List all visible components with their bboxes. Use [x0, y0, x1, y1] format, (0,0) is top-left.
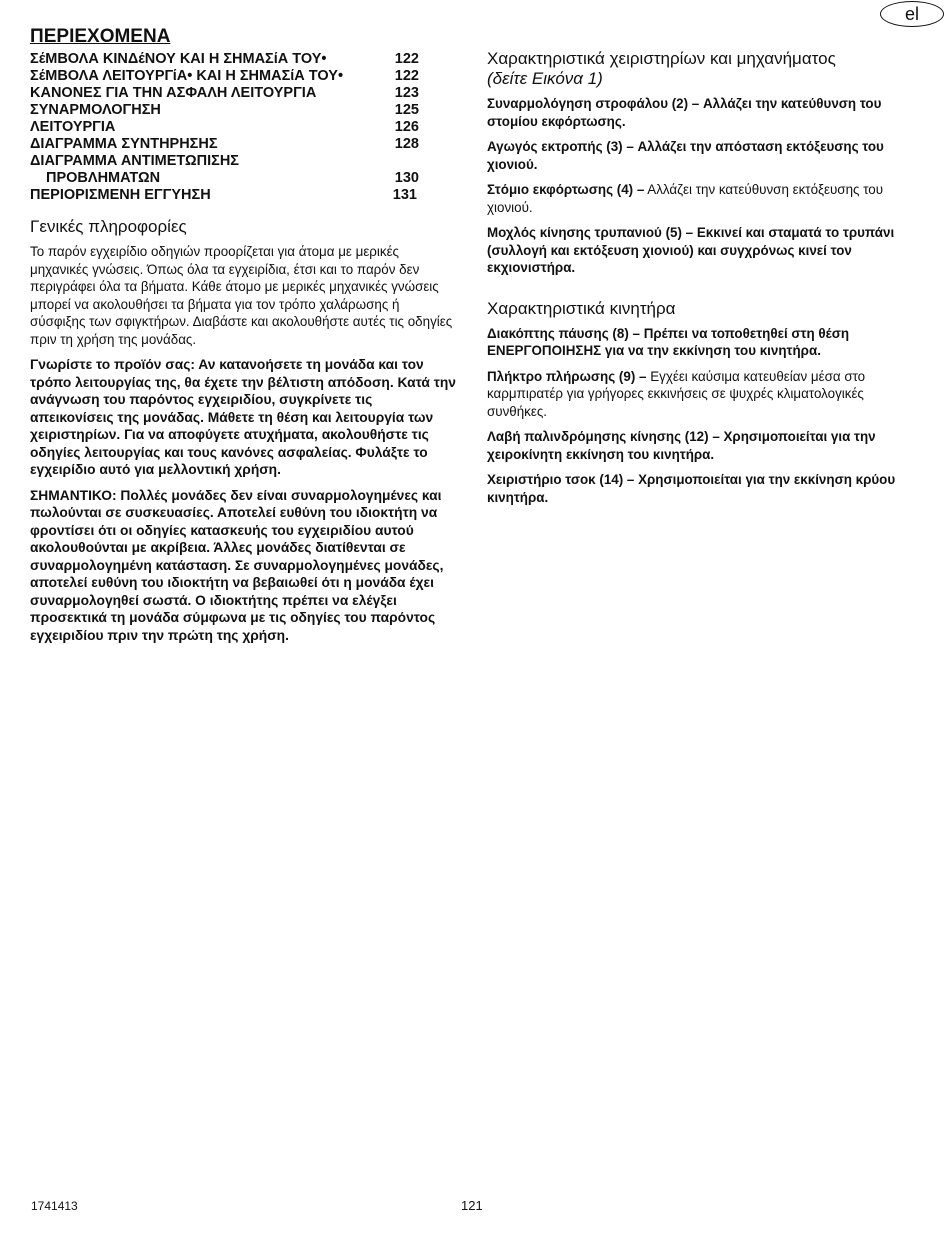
toc-item[interactable]	[30, 136, 419, 153]
toc-item[interactable]	[30, 119, 419, 136]
toc-item[interactable]	[30, 85, 419, 102]
controls-heading: Χαρακτηριστικά χειριστηρίων και μηχανήματος	[487, 49, 836, 68]
feature-term: Αγωγός εκτροπής (3) –	[487, 139, 634, 154]
feature-description: Χρησιμοποιείται για την εκκίνηση κρύου κινητήρα.	[487, 472, 896, 505]
feature-description: Αλλάζει την απόσταση εκτόξευσης του χιονιού.	[487, 139, 884, 172]
feature-item	[487, 224, 927, 277]
toc-item-label: ΔΙΑΓΡΑΜΜΑ ΑΝΤΙΜΕΤΩΠΙΣΗΣ	[30, 153, 239, 169]
toc-item[interactable]	[30, 187, 419, 204]
feature-term: Διακόπτης πάυσης (8) –	[487, 325, 640, 341]
toc-item[interactable]	[30, 153, 458, 187]
toc-item[interactable]	[30, 51, 419, 68]
right-column	[487, 49, 927, 506]
know-product-paragraph: Γνωρίστε το προϊόν σας: Αν κατανοήσετε τη μονάδα και τον τρόπο λειτουργίας της, θα έχετε την βέλτιστη απόδοση. Κατά την ανάγνωση του παρόντος εγχειριδίου, συγκρίνετε τις απεικονίσεις της μονάδας. Μάθετε τη θέση και λειτουργία των χειριστηρίων. Για να αποφύγετε ατυχήματα, ακολουθήστε τις οδηγίες λειτουργίας και τους κανόνες ασφαλείας. Φυλάξτε το εγχειρίδιο αυτό για μελλοντική χρήση.	[30, 357, 456, 477]
page-number: 121	[461, 1198, 483, 1213]
toc-item-page: 130	[394, 170, 419, 186]
important-notice-paragraph: ΣΗΜΑΝΤΙΚΟ: Πολλές μονάδες δεν είναι συναρμολογημένες και πωλούνται σε συσκευασίες. Αποτελεί ευθύνη του ιδιοκτήτη να φροντίσει ότι οι οδηγίες κατασκευής του εγχειριδίου αυτού ακολουθούνται με ακρίβεια. Άλλες μονάδες διατίθενται σε συναρμολογημένη κατάσταση. Σε συναρμολογημένες μονάδες, αποτελεί ευθύνη του ιδιοκτήτη να βεβαιωθεί ότι η μονάδα έχει συναρμολογηθεί σωστά. Ο ιδιοκτήτης πρέπει να ελέγξει προσεκτικά τη μονάδα σύμφωνα με τις οδηγίες του παρόντος εγχειριδίου πριν την πρώτη της χρήση.	[30, 487, 444, 643]
general-intro-paragraph: Το παρόν εγχειρίδιο οδηγιών προορίζεται για άτομα με μερικές μηχανικές γνώσεις. Όπως όλα τα εγχειρίδια, έτσι και το παρόν δεν περιγράφει όλα τα βήματα. Κάθε άτομο με μερικές μηχανικές γνώσεις μπορεί να ακολουθήσει τα βήματα για τον τρόπο χαλάρωσης ή σύσφιξης των σφιγκτήρων. Διαβάστε και ακολουθήστε αυτές τις οδηγίες πριν τη χρήση της μονάδας.	[30, 244, 453, 347]
toc-item-page: 126	[394, 119, 419, 135]
toc-item-label: ΔΙΑΓΡΑΜΜΑ ΣΥΝΤΗΡΗΣΗΣ	[30, 136, 218, 152]
toc-item-label: ΚΑΝΟΝΕΣ ΓΙΑ ΤΗΝ ΑΣΦΑΛΗ ΛΕΙΤΟΥΡΓΙΑ	[30, 85, 317, 101]
toc-item-page: 125	[394, 102, 419, 118]
feature-item	[487, 138, 927, 173]
feature-item	[487, 325, 927, 360]
feature-term: Στόμιο εκφόρτωσης (4) –	[487, 182, 645, 197]
feature-term: Πλήκτρο πλήρωσης (9) –	[487, 368, 647, 384]
feature-description: Αλλάζει την κατεύθυνση εκτόξευσης του χιονιού.	[487, 182, 884, 215]
feature-term: Συναρμολόγηση στροφάλου (2) –	[487, 96, 700, 111]
feature-term: Λαβή παλινδρόμησης κίνησης (12) –	[487, 429, 720, 444]
toc-item[interactable]	[30, 68, 419, 85]
feature-item	[487, 368, 927, 421]
feature-item	[487, 428, 927, 463]
feature-item	[487, 471, 927, 506]
feature-term: Μοχλός κίνησης τρυπανιού (5) –	[487, 225, 694, 240]
toc-list	[30, 51, 458, 204]
feature-item	[487, 181, 927, 216]
toc-item-label: ΛΕΙΤΟΥΡΓΙΑ	[30, 119, 116, 135]
toc-item-page: 122	[394, 68, 419, 84]
feature-item	[487, 95, 927, 130]
toc-item[interactable]	[30, 102, 419, 119]
feature-term: Χειριστήριο τσοκ (14) –	[487, 472, 635, 487]
toc-item-label-continued: ΠΡΟΒΛΗΜΑΤΩΝ	[46, 170, 161, 186]
toc-item-label: ΣέΜΒΟΛΑ ΛΕΙΤΟΥΡΓίΑ• ΚΑΙ Η ΣΗΜΑΣίΑ ΤΟΥ•	[30, 68, 344, 84]
toc-item-label: ΠΕΡΙΟΡΙΣΜΕΝΗ ΕΓΓΥΗΣΗ	[30, 187, 211, 203]
general-info-heading: Γενικές πληροφορίες	[30, 217, 187, 236]
controls-figure-reference: (δείτε Εικόνα 1)	[487, 69, 603, 88]
feature-description: Αλλάζει την κατεύθυνση του στομίου εκφόρτωσης.	[487, 96, 882, 129]
feature-description: Εγχέει καύσιμα κατευθείαν μέσα στο καρμπιρατέρ για γρήγορες εκκινήσεις σε ψυχρές κλιματολογικές συνθήκες.	[487, 368, 866, 419]
toc-item-page: 131	[392, 187, 417, 203]
feature-description: Πρέπει να τοποθετηθεί στη θέση ΕΝΕΡΓΟΠΟΙΗΣΗΣ για να την εκκίνηση του κινητήρα.	[487, 325, 850, 358]
left-column	[30, 26, 458, 644]
toc-item-page: 122	[394, 51, 419, 67]
toc-item-page: 123	[394, 85, 419, 101]
document-code: 1741413	[31, 1199, 78, 1213]
feature-description: Χρησιμοποιείται για την χειροκίνητη εκκίνηση του κινητήρα.	[487, 429, 876, 462]
engine-heading: Χαρακτηριστικά κινητήρα	[487, 298, 676, 318]
toc-item-label: ΣΥΝΑΡΜΟΛΟΓΗΣΗ	[30, 102, 161, 118]
toc-title: ΠΕΡΙΕΧΟΜΕΝΑ	[30, 26, 171, 47]
toc-item-label: ΣέΜΒΟΛΑ ΚΙΝΔέΝΟΥ ΚΑΙ Η ΣΗΜΑΣίΑ ΤΟΥ•	[30, 51, 327, 67]
toc-item-page: 128	[394, 136, 419, 152]
feature-description: Εκκινεί και σταματά το τρυπάνι (συλλογή και εκτόξευση χιονιού) και συγχρόνως κινεί τον εκχιονιστήρα.	[487, 225, 895, 275]
language-badge: el	[880, 1, 944, 27]
